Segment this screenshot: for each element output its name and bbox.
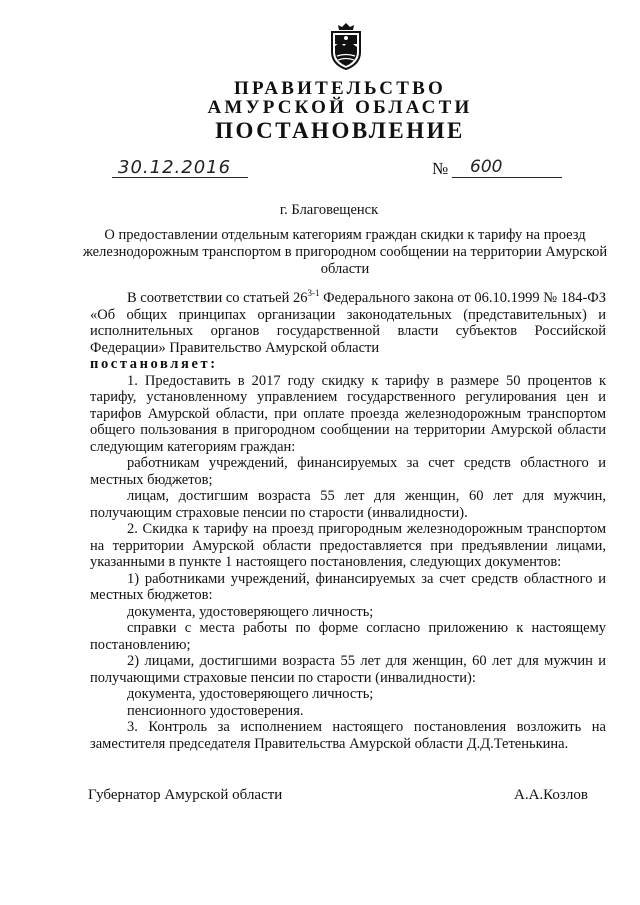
intro-text-a: В соответствии со статьей 26 (127, 290, 308, 306)
document-body (90, 290, 606, 752)
document-type: ПОСТАНОВЛЕНИЕ (215, 118, 465, 143)
resolves-label: постановляет: (90, 356, 218, 372)
document-date: 30.12.2016 (118, 157, 232, 178)
signatory-position: Губернатор Амурской области (88, 787, 283, 803)
number-underline (452, 176, 562, 178)
intro-superscript: 3-1 (307, 288, 320, 299)
paragraph-2: 2. Скидка к тарифу на проезд пригородным железнодорожным транспортом на территории Амурской области предоставляется при предъявлении лицами, указанными в пункте 1 настоящего постановления, следующих документов: (90, 521, 606, 570)
paragraph-1: 1. Предоставить в 2017 году скидку к тарифу в размере 50 процентов к тарифу, установленному управлением государственного регулирования цен и тарифов Амурской области, при оплате проезда железнодорожным транспортом общего пользования в пригородном сообщении на территории Амурской области следующим категориям граждан: (90, 372, 606, 455)
document-title: О предоставлении отдельным категориям граждан скидки к тарифу на проезд железнодорожным транспортом в пригородном сообщении на территории Амурской области (82, 227, 608, 277)
paragraph-2-1a: документа, удостоверяющего личность; (127, 603, 374, 620)
date-underline (112, 176, 248, 178)
paragraph-1a: работникам учреждений, финансируемых за счет средств областного и местных бюджетов; (90, 455, 606, 488)
paragraph-2-1b: справки с места работы по форме согласно приложению к настоящему постановлению; (90, 620, 606, 653)
document-number: 600 (470, 157, 503, 177)
gov-name-line1: ПРАВИТЕЛЬСТВО (234, 78, 446, 99)
intro-paragraph (90, 290, 606, 356)
signatory-name: А.А.Козлов (514, 787, 588, 803)
city-name: г. Благовещенск (279, 202, 379, 218)
paragraph-2-2a: документа, удостоверяющего личность; (127, 686, 374, 702)
coat-of-arms-icon (326, 22, 366, 70)
paragraph-2-2b: пенсионного удостоверения. (127, 702, 304, 719)
intro-text-b: Федерального закона от 06.10.1999 № 184-ФЗ «Об общих принципах организации законодательных (представительных) и исполнительных органов государственной власти субъектов Российской Федерации» Правительство Амурской области (90, 290, 607, 356)
paragraph-1b: лицам, достигшим возраста 55 лет для женщин, 60 лет для мужчин, получающим страховые пенсии по старости (инвалидности). (90, 488, 606, 521)
gov-name-line2: АМУРСКОЙ ОБЛАСТИ (207, 97, 473, 118)
paragraph-2-1: 1) работниками учреждений, финансируемых за счет средств областного и местных бюджетов: (90, 570, 606, 603)
paragraph-3: 3. Контроль за исполнением настоящего постановления возложить на заместителя председателя Правительства Амурской области Д.Д.Тетенькина. (90, 719, 606, 752)
paragraph-2-2: 2) лицами, достигшими возраста 55 лет для женщин, 60 лет для мужчин и получающими страховые пенсии по старости (инвалидности): (90, 653, 606, 686)
number-sign: № (432, 159, 449, 178)
